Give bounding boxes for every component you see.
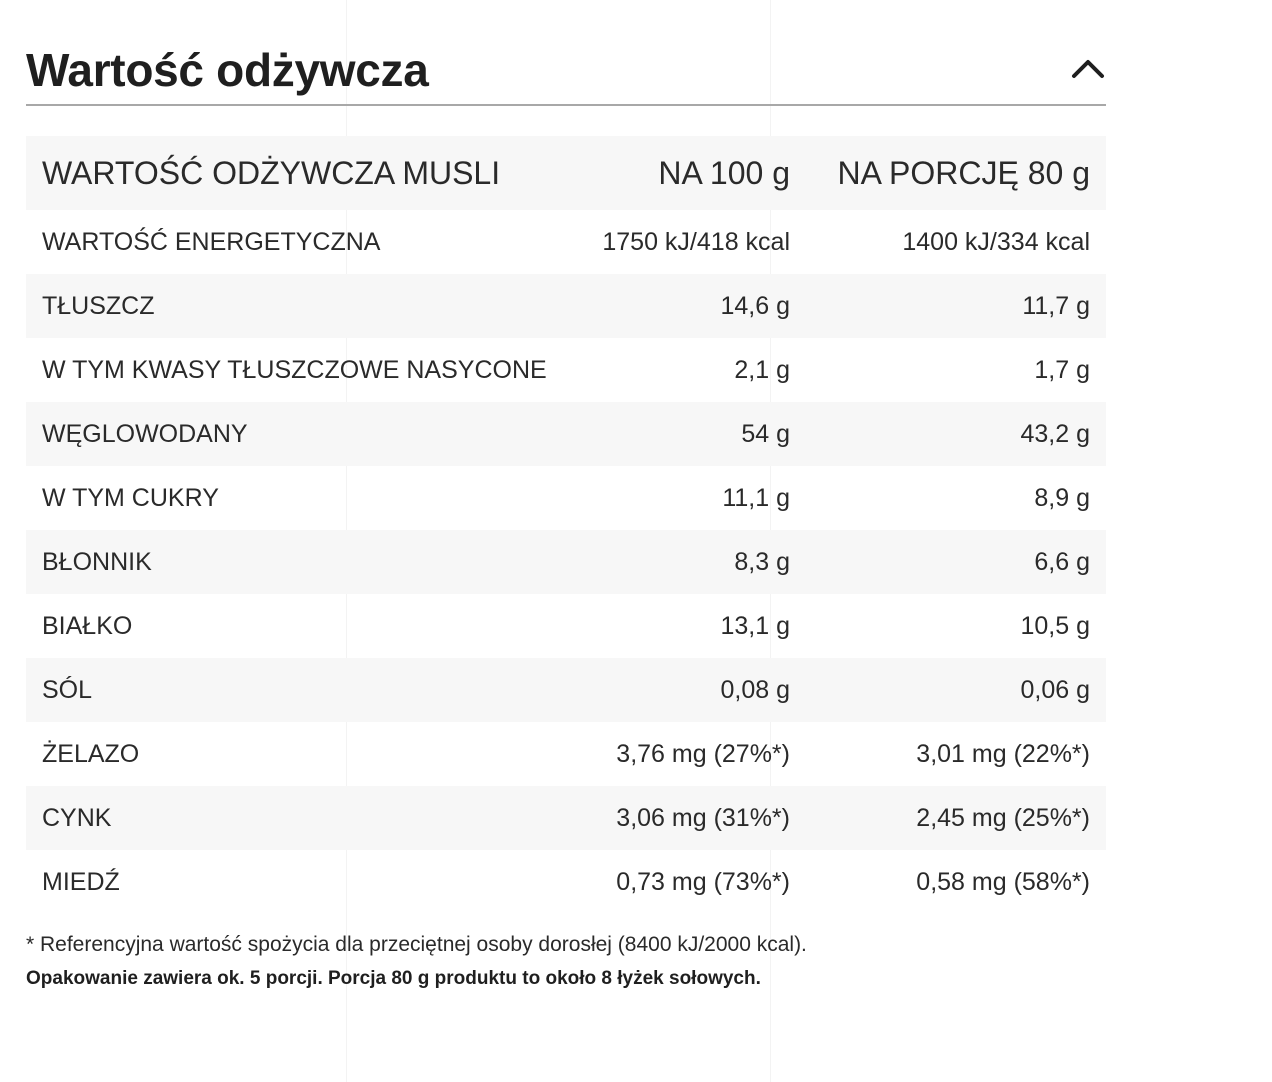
value-per-portion: 10,5 g [1020,611,1090,640]
value-per-100g: 8,3 g [734,547,790,576]
column-header-per-100g: NA 100 g [658,154,790,191]
value-per-100g: 3,06 mg (31%*) [616,803,790,832]
nutrient-name: TŁUSZCZ [42,291,155,320]
section-title: Wartość odżywcza [26,44,429,96]
value-per-100g: 3,76 mg (27%*) [616,739,790,768]
nutrition-section [26,0,1106,992]
table-row [26,466,1106,530]
column-header-per-portion: NA PORCJĘ 80 g [837,154,1090,191]
value-per-portion: 6,6 g [1034,547,1090,576]
value-per-100g: 2,1 g [734,355,790,384]
value-per-portion: 3,01 mg (22%*) [916,739,1090,768]
table-row [26,594,1106,658]
table-row [26,530,1106,594]
value-per-100g: 0,08 g [720,675,790,704]
value-per-100g: 11,1 g [722,483,790,512]
table-row [26,402,1106,466]
nutrition-table [26,136,1106,914]
nutrient-name: BIAŁKO [42,611,133,640]
value-per-portion: 0,06 g [1020,675,1090,704]
nutrient-name: BŁONNIK [42,547,152,576]
table-row [26,850,1106,914]
table-row [26,210,1106,274]
value-per-portion: 2,45 mg (25%*) [916,803,1090,832]
value-per-portion: 43,2 g [1020,419,1090,448]
reference-intake-footnote: * Referencyjna wartość spożycia dla przeciętnej osoby dorosłej (8400 kJ/2000 kcal). [26,933,807,956]
value-per-portion: 0,58 mg (58%*) [916,867,1090,896]
nutrient-name: SÓL [42,675,93,704]
nutrient-name: MIEDŹ [42,867,120,896]
table-row [26,274,1106,338]
nutrient-name: W TYM CUKRY [42,483,219,512]
value-per-100g: 0,73 mg (73%*) [616,867,790,896]
value-per-portion: 1400 kJ/334 kcal [902,227,1090,256]
package-portion-note: Opakowanie zawiera ok. 5 porcji. Porcja 80 g produktu to około 8 łyżek sołowych. [26,968,761,989]
nutrient-name: WARTOŚĆ ENERGETYCZNA [42,227,381,256]
chevron-up-icon [1070,50,1106,86]
value-per-100g: 54 g [741,419,790,448]
table-header-row [26,136,1106,210]
value-per-100g: 14,6 g [720,291,790,320]
table-row [26,658,1106,722]
table-row [26,786,1106,850]
collapse-toggle-button[interactable] [1070,50,1106,86]
nutrient-name: CYNK [42,803,112,832]
value-per-portion: 8,9 g [1034,483,1090,512]
nutrient-name: W TYM KWASY TŁUSZCZOWE NASYCONE [42,355,547,384]
table-row [26,338,1106,402]
column-header-nutrient: WARTOŚĆ ODŻYWCZA MUSLI [42,154,501,191]
value-per-100g: 13,1 g [720,611,790,640]
value-per-portion: 1,7 g [1034,355,1090,384]
nutrient-name: WĘGLOWODANY [42,419,248,448]
accordion-header[interactable] [26,0,1106,106]
table-row [26,722,1106,786]
nutrient-name: ŻELAZO [42,739,140,768]
value-per-portion: 11,7 g [1022,291,1090,320]
value-per-100g: 1750 kJ/418 kcal [602,227,790,256]
